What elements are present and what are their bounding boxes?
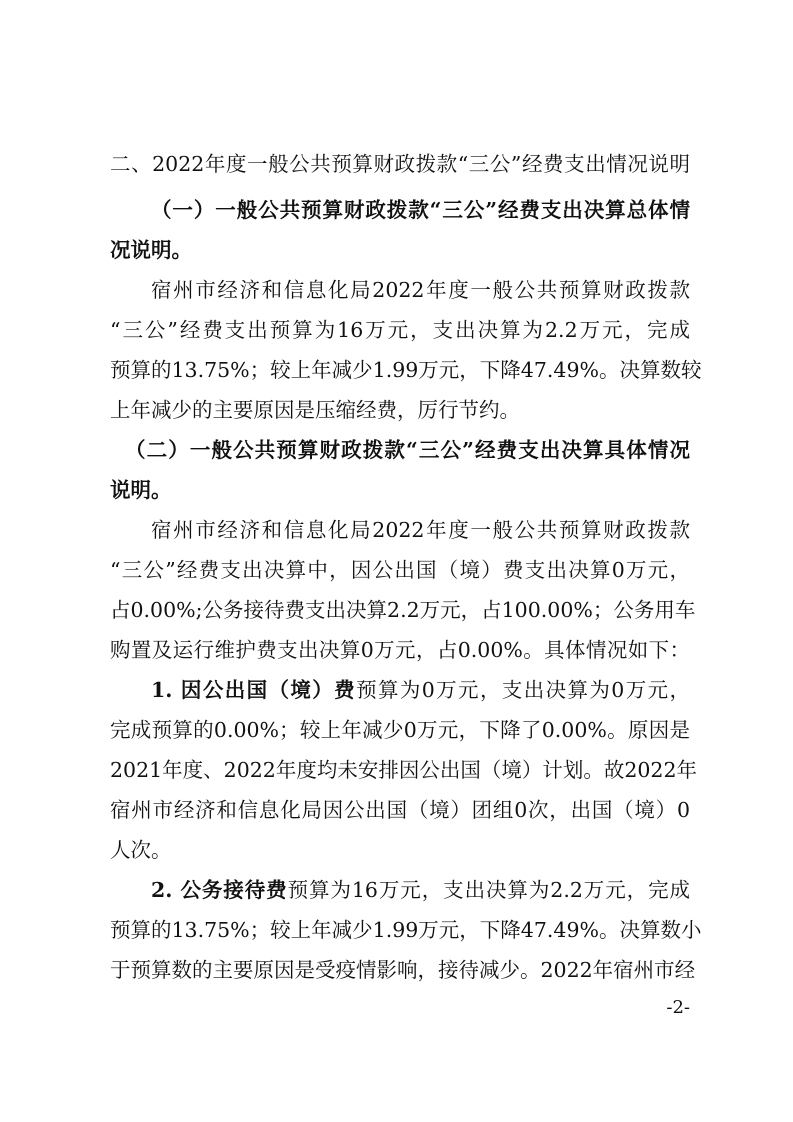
item-1-label: 1. 因公出国（境）费 — [151, 678, 357, 702]
subsection-1-title-line-2: 况说明。 — [110, 238, 192, 262]
subsection-1-para-line: 宿州市经济和信息化局2022年度一般公共预算财政拨款 — [151, 278, 690, 302]
page-number: -2- — [666, 997, 690, 1018]
subsection-2-title-line-2: 说明。 — [110, 478, 172, 502]
item-2-line: 预算的13.75%；较上年减少1.99万元，下降47.49%。决算数小 — [110, 918, 702, 942]
subsection-2-title-line-1: （二）一般公共预算财政拨款“三公”经费支出决算具体情况 — [125, 438, 690, 462]
subsection-2-para-line: 宿州市经济和信息化局2022年度一般公共预算财政拨款 — [151, 518, 690, 542]
section-heading: 二、2022年度一般公共预算财政拨款“三公”经费支出情况说明 — [110, 152, 690, 176]
item-2-line: 于预算数的主要原因是受疫情影响，接待减少。2022年宿州市经 — [110, 958, 696, 982]
item-2-first-line — [151, 876, 690, 904]
subsection-2-para-line: 占0.00%;公务接待费支出决算2.2万元，占100.00%；公务用车 — [110, 598, 696, 622]
subsection-1-title-line-1: （一）一般公共预算财政拨款“三公”经费支出决算总体情 — [151, 198, 690, 222]
subsection-1-para-line: 上年减少的主要原因是压缩经费，厉行节约。 — [110, 398, 520, 422]
item-1-line: 2021年度、2022年度均未安排因公出国（境）计划。故2022年 — [110, 758, 698, 782]
item-1-first-line — [151, 676, 690, 704]
item-1-line: 人次。 — [110, 838, 172, 862]
item-1-line: 完成预算的0.00%；较上年减少0万元，下降了0.00%。原因是 — [110, 718, 690, 742]
item-1-first-line-text: 预算为0万元，支出决算为0万元， — [356, 678, 690, 702]
subsection-2-para-line: 购置及运行维护费支出决算0万元，占0.00%。具体情况如下： — [110, 638, 690, 662]
item-1-line: 宿州市经济和信息化局因公出国（境）团组0次，出国（境）0 — [110, 798, 690, 822]
item-2-label: 2. 公务接待费 — [151, 878, 288, 902]
subsection-2-para-line: “三公”经费支出决算中，因公出国（境）费支出决算0万元， — [110, 558, 690, 582]
item-2-first-line-text: 预算为16万元，支出决算为2.2万元，完成 — [287, 878, 690, 902]
subsection-1-para-line: “三公”经费支出预算为16万元，支出决算为2.2万元，完成 — [110, 318, 690, 342]
subsection-1-para-line: 预算的13.75%；较上年减少1.99万元，下降47.49%。决算数较 — [110, 358, 702, 382]
